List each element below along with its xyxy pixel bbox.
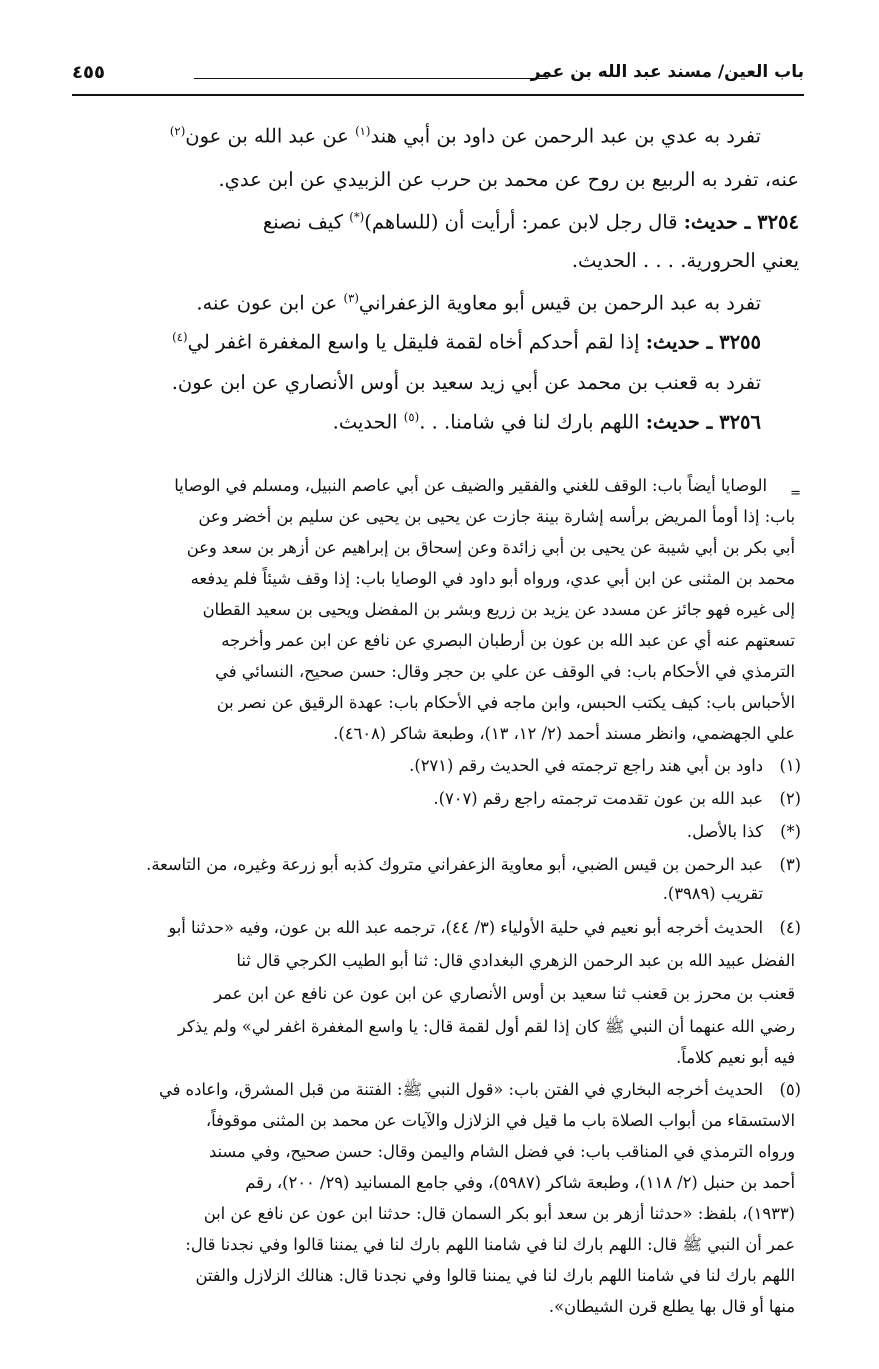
footnote-line: عبد الرحمن بن قيس الضبي، أبو معاوية الزعفراني متروك كذبه أبو زرعة وغيره، من التاسعة. xyxy=(146,855,763,874)
continuation-mark: = xyxy=(790,486,801,501)
page-number: ٤٥٥ xyxy=(72,62,105,83)
text-span: تفرد به عبد الرحمن بن قيس أبو معاوية الزعفراني xyxy=(358,291,761,315)
paragraph-line xyxy=(196,291,761,315)
text-span: اللهم بارك لنا في شامنا. . . xyxy=(419,410,640,434)
footnote-ref: (٥) xyxy=(403,410,420,424)
footnote-ref: (*) xyxy=(349,210,365,224)
footnote-line: باب: إذا أومأ المريض برأسه إشارة بينة جازت عن يحيى بن يحيى عن سليم بن أخضر وعن xyxy=(198,507,795,526)
footnote-number: (٣) xyxy=(779,855,801,874)
footnote-line: فيه أبو نعيم كلاماً. xyxy=(676,1048,795,1067)
footnote-line: الأحباس باب: كيف يكتب الحبس، وابن ماجه في الأحكام باب: عهدة الرقيق عن نصر بن xyxy=(216,693,795,712)
running-title: باب العين/ مسند عبد الله بن عمر xyxy=(530,62,804,82)
hadith-3254 xyxy=(263,210,799,234)
footnote-line: ورواه الترمذي في المناقب باب: في فضل الشام واليمن وقال: حسن صحيح، وفي مسند xyxy=(208,1142,795,1161)
hadith-3256 xyxy=(333,410,761,434)
text-span: عن عبد الله بن عون xyxy=(185,124,349,148)
footnote-line: كذا بالأصل. xyxy=(686,822,763,841)
footnote-line: الفضل عبيد الله بن عبد الرحمن الزهري البغدادي قال: ثنا أبو الطيب الكرجي قال ثنا xyxy=(236,951,795,970)
footnote-line: اللهم بارك لنا في شامنا اللهم بارك لنا في يمننا قالوا وفي نجدنا قال: هنالك الزلازل والفتن xyxy=(195,1266,795,1285)
paragraph-line xyxy=(170,124,761,148)
text-span: كيف نصنع xyxy=(262,210,344,234)
footnote-line: أبي بكر بن أبي شيبة عن يحيى بن أبي زائدة وعن إسحاق بن إبراهيم عن أزهر بن سعد وعن xyxy=(186,538,795,557)
footnote-number: (*) xyxy=(780,822,801,841)
footnote-line: الوصايا أيضاً باب: الوقف للغني والفقير والضيف عن أبي عاصم النبيل، ومسلم في الوصايا xyxy=(174,476,767,495)
footnote-line: الحديث أخرجه أبو نعيم في حلية الأولياء (٣/ ٤٤)، ترجمه عبد الله بن عون، وفيه «حدثنا أبو xyxy=(168,918,763,937)
footnote-line: الحديث أخرجه البخاري في الفتن باب: «قول النبي ﷺ: الفتنة من قبل المشرق، واعاده في xyxy=(159,1080,763,1099)
text-span: قال رجل لابن عمر: أرأيت أن (للساهم) xyxy=(364,210,678,234)
footnote-line: عمر أن النبي ﷺ قال: اللهم بارك لنا في شامنا اللهم بارك لنا في يمننا قالوا وفي نجدنا قال: xyxy=(185,1235,795,1254)
main-text xyxy=(0,0,879,480)
footnote-line: الترمذي في الأحكام باب: في الوقف عن علي بن حجر وقال: حسن صحيح، النسائي في xyxy=(215,662,795,681)
footnote-line: رضي الله عنهما أن النبي ﷺ كان إذا لقم أول لقمة قال: يا واسع المغفرة اغفر لي» ولم يذكر xyxy=(177,1017,795,1036)
footnote-line: علي الجهضمي، وانظر مسند أحمد (٢/ ١٢، ١٣)، وطبعة شاكر (٤٦٠٨). xyxy=(333,724,795,743)
footnote-line: قعنب بن محرز بن قعنب ثنا سعيد بن أوس الأنصاري عن ابن عون عن نافع عن ابن عمر xyxy=(214,984,795,1003)
footnote-ref: (١) xyxy=(355,124,371,138)
footnote-number: (٥) xyxy=(779,1080,801,1099)
paragraph-line: تفرد به قعنب بن محمد عن أبي زيد سعيد بن أوس الأنصاري عن ابن عون. xyxy=(171,371,761,394)
footnote-line: تقريب (٣٩٨٩). xyxy=(662,884,763,903)
hadith-number: ٣٢٥٤ ـ حديث: xyxy=(683,210,799,234)
text-span: الحديث. xyxy=(332,410,398,434)
hadith-number: ٣٢٥٦ ـ حديث: xyxy=(645,410,761,434)
footnote-line: منها أو قال بها يطلع قرن الشيطان». xyxy=(548,1297,795,1316)
footnote-line: عبد الله بن عون تقدمت ترجمته راجع رقم (٧٠٧). xyxy=(433,789,763,808)
footnote-line: داود بن أبي هند راجع ترجمته في الحديث رقم (٢٧١). xyxy=(409,756,763,775)
text-span: تفرد به عدي بن عبد الرحمن عن داود بن أبي هند xyxy=(370,124,761,148)
footnote-ref: (٢) xyxy=(169,124,186,138)
footnote-ref: (٤) xyxy=(172,330,188,344)
footnote-line: تسعتهم عنه أي عن عبد الله بن عون بن أرطبان البصري عن نافع عن ابن عمر وأخرجه xyxy=(221,631,795,650)
footnote-line: محمد بن المثنى عن ابن أبي عدي، ورواه أبو داود في الوصايا باب: إذا وقف شيئاً فلم يدفعه xyxy=(190,569,795,588)
footnote-line: أحمد بن حنبل (٢/ ١١٨)، وطبعة شاكر (٥٩٨٧)، وفي جامع المسانيد (٢٩/ ٢٠٠)، رقم xyxy=(245,1173,795,1192)
paragraph-line: يعني الحرورية. . . . الحديث. xyxy=(571,249,799,272)
paragraph-line: عنه، تفرد به الربيع بن روح عن محمد بن حرب عن الزبيدي عن ابن عدي. xyxy=(218,168,799,191)
footnote-line: إلى غيره فهو جائز عن مسدد عن يزيد بن زريع وبشر بن المفضل ويحيى بن سعيد القطان xyxy=(202,600,795,619)
text-span: عن ابن عون عنه. xyxy=(196,291,338,315)
footnote-number: (٤) xyxy=(779,918,801,937)
hadith-number: ٣٢٥٥ ـ حديث: xyxy=(645,330,761,354)
footnote-ref: (٣) xyxy=(343,291,359,305)
hadith-3255 xyxy=(172,330,761,354)
footnote-line: الاستسقاء من أبواب الصلاة باب ما قيل في الزلازل والآيات عن محمد بن المثنى موقوفاً، xyxy=(205,1111,795,1130)
text-span: إذا لقم أحدكم أخاه لقمة فليقل يا واسع المغفرة اغفر لي xyxy=(187,330,640,354)
footnote-line: (١٩٣٣)، بلفظ: «حدثنا أزهر بن سعد أبو بكر السمان قال: حدثنا ابن عون عن نافع عن ابن xyxy=(203,1204,795,1223)
footnote-number: (١) xyxy=(779,756,801,775)
footnote-number: (٢) xyxy=(779,789,801,808)
